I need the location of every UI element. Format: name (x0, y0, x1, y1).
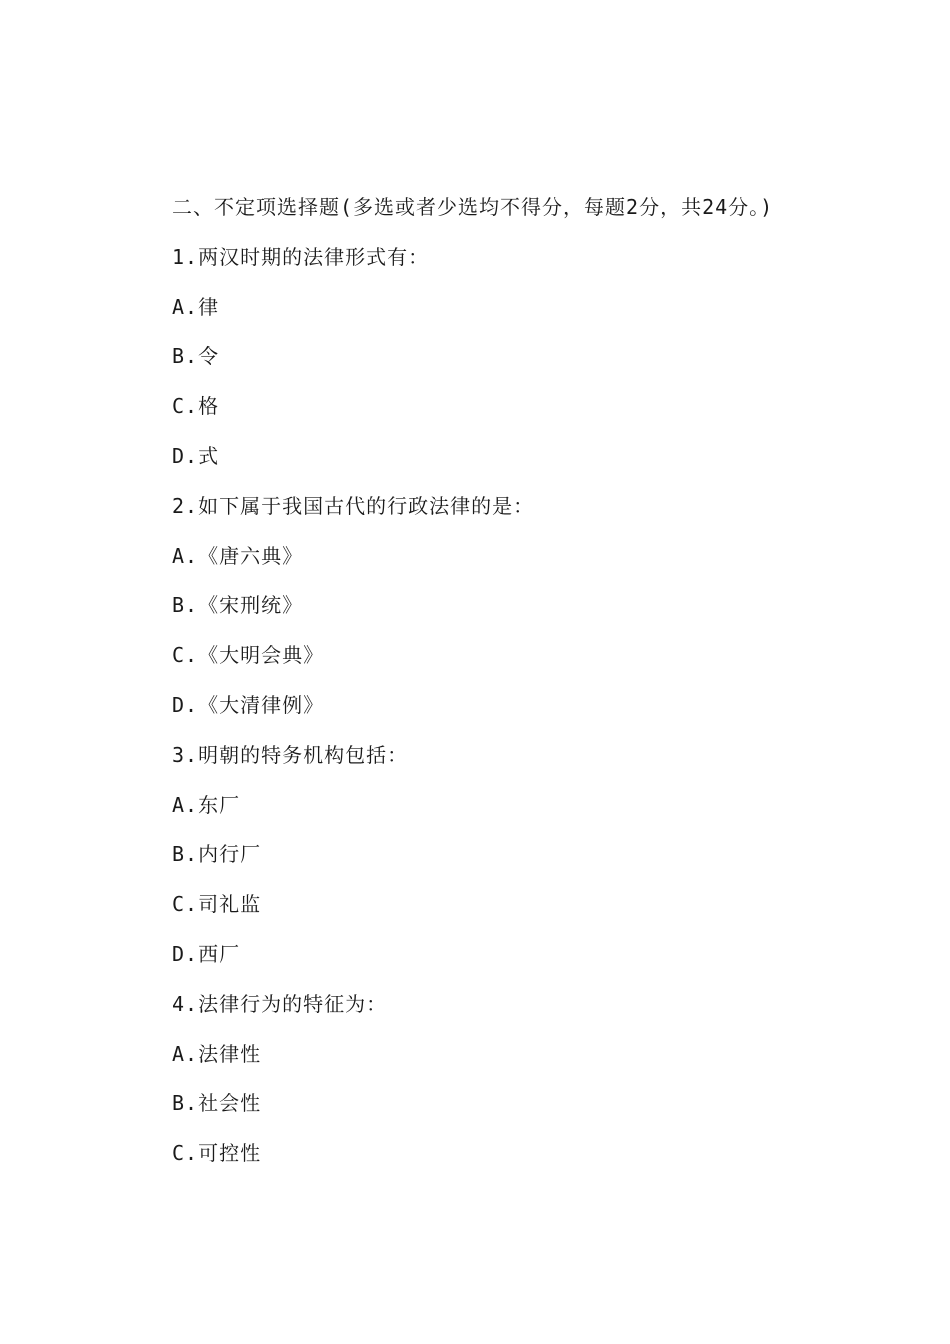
option-a: A.律 (172, 294, 220, 319)
option-a: A.《唐六典》 (172, 543, 304, 568)
question-3 (172, 736, 852, 985)
option-d: D.式 (172, 443, 220, 468)
option-b: B.内行厂 (172, 842, 262, 867)
option-c: C.格 (172, 394, 220, 419)
question-stem: 2.如下属于我国古代的行政法律的是： (172, 493, 535, 518)
option-d: D.《大清律例》 (172, 692, 325, 717)
option-c: C.可控性 (172, 1141, 262, 1166)
option-a: A.东厂 (172, 792, 241, 817)
option-d: D.西厂 (172, 941, 241, 966)
question-4 (172, 985, 852, 1184)
option-b: B.社会性 (172, 1091, 262, 1116)
option-c: C.《大明会典》 (172, 643, 325, 668)
section-title: 二、不定项选择题(多选或者少选均不得分，每题2分，共24分。) (172, 195, 774, 219)
document-content (172, 188, 852, 1184)
option-b: B.令 (172, 344, 220, 369)
question-stem: 3.明朝的特务机构包括： (172, 742, 409, 767)
question-stem: 1.两汉时期的法律形式有： (172, 244, 430, 269)
question-stem: 4.法律行为的特征为： (172, 991, 388, 1016)
question-1 (172, 238, 852, 487)
option-b: B.《宋刑统》 (172, 593, 304, 618)
option-a: A.法律性 (172, 1041, 262, 1066)
option-c: C.司礼监 (172, 892, 262, 917)
question-2 (172, 487, 852, 736)
